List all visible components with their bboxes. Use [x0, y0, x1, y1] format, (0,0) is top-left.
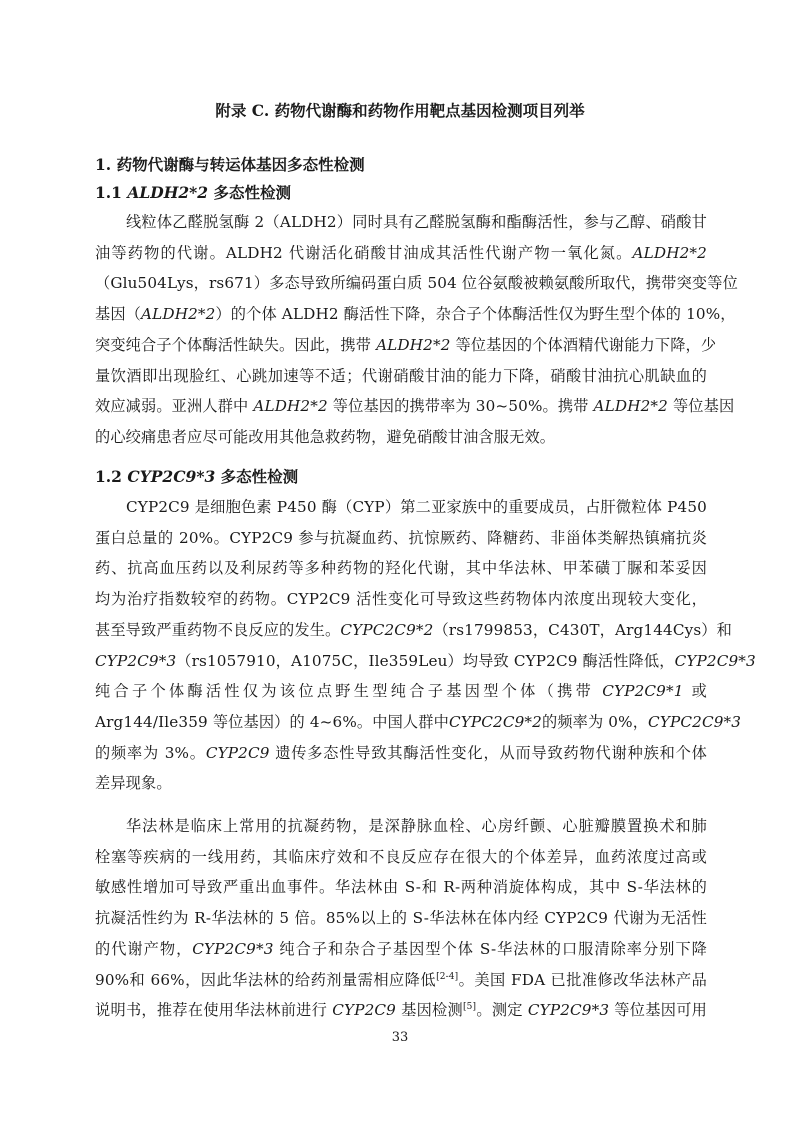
section-1-heading: 1. 药物代谢酶与转运体基因多态性检测 [95, 155, 365, 174]
appendix-title: 附录 C. 药物代谢酶和药物作用靶点基因检测项目列举 [215, 101, 585, 120]
text-line: 的代谢产物，CYP2C9*3 纯合子和杂合子基因型个体 S-华法林的口服清除率分别下降 [95, 939, 707, 958]
heading-suffix: 多态性检测 [220, 467, 299, 486]
paragraph-warfarin [95, 811, 707, 1026]
text-line: 蛋白总量的 20%。CYP2C9 参与抗凝血药、抗惊厥药、降糖药、非甾体类解热镇痛抗炎 [95, 528, 707, 547]
paragraph-cyp2c9 [95, 492, 756, 799]
text-line: 药、抗高血压药以及利尿药等多种药物的羟化代谢，其中华法林、甲苯磺丁脲和苯妥因 [95, 559, 707, 578]
text-line: 油等药物的代谢。ALDH2 代谢活化硝酸甘油成其活性代谢产物一氧化氮。ALDH2*2 [95, 243, 707, 262]
text-line: 的心绞痛患者应尽可能改用其他急救药物，避免硝酸甘油含服无效。 [95, 427, 556, 446]
text-line: 抗凝活性约为 R-华法林的 5 倍。85%以上的 S-华法林在体内经 CYP2C9 代谢为无活性 [95, 909, 707, 928]
text-line: 均为治疗指数较窄的药物。CYP2C9 活性变化可导致这些药物体内浓度出现较大变化， [95, 590, 707, 609]
text-line: 差异现象。 [95, 774, 172, 793]
section-1-1-heading [95, 182, 291, 204]
text-line: 的频率为 3%。CYP2C9 遗传多态性导致其酶活性变化，从而导致药物代谢种族和个体 [95, 743, 708, 762]
text-line: 量饮酒即出现脸红、心跳加速等不适；代谢硝酸甘油的能力下降，硝酸甘油抗心肌缺血的 [95, 366, 707, 385]
text-line: 栓塞等疾病的一线用药，其临床疗效和不良反应存在很大的个体差异，血药浓度过高或 [95, 847, 707, 866]
text-line: 突变纯合子个体酶活性缺失。因此，携带 ALDH2*2 等位基因的个体酒精代谢能力下降，少 [95, 335, 717, 354]
text-line: 敏感性增加可导致严重出血事件。华法林由 S-和 R-两种消旋体构成，其中 S-华法林的 [95, 878, 707, 897]
citation-ref[interactable]: [2-4] [436, 971, 459, 982]
text-line: CYP2C9 是细胞色素 P450 酶（CYP）第二亚家族中的重要成员，占肝微粒体 P450 [126, 498, 707, 516]
text-line: Arg144/Ile359 等位基因）的 4~6%。中国人群中CYPC2C9*2的频率为 0%，CYPC2C9*3 [95, 712, 742, 731]
section-number: 1.1 [95, 183, 122, 202]
section-1-2-heading [95, 466, 298, 488]
text-line: 基因（ALDH2*2）的个体 ALDH2 酶活性下降，杂合子个体酶活性仅为野生型个体的 10%， [95, 305, 736, 324]
text-line: 甚至导致严重药物不良反应的发生。CYPC2C9*2（rs1799853，C430T，Arg144Cys）和 [95, 620, 732, 639]
text-line: CYP2C9*3（rs1057910，A1075C，Ile359Leu）均导致 CYP2C9 酶活性降低，CYP2C9*3 [95, 651, 756, 670]
text-line: 纯合子个体酶活性仅为该位点野生型纯合子基因型个体（携带 CYP2C9*1 或 [95, 682, 708, 701]
text-line: 90%和 66%，因此华法林的给药剂量需相应降低[2-4]。美国 FDA 已批准修改华法林产品 [95, 970, 707, 989]
heading-suffix: 多态性检测 [213, 183, 291, 202]
text-line: 说明书，推荐在使用华法林前进行 CYP2C9 基因检测[5]。测定 CYP2C9*3 等位基因可用 [95, 1001, 708, 1020]
paragraph-aldh2 [95, 207, 738, 453]
gene-name: CYP2C9*3 [127, 467, 216, 486]
section-number: 1.2 [95, 467, 122, 486]
gene-name: ALDH2*2 [127, 183, 209, 202]
text-line: 效应减弱。亚洲人群中 ALDH2*2 等位基因的携带率为 30~50%。携带 ALDH2*2 等位基因 [95, 397, 735, 416]
text-line: 线粒体乙醛脱氢酶 2（ALDH2）同时具有乙醛脱氢酶和酯酶活性，参与乙醇、硝酸甘 [126, 213, 707, 231]
page-number: 33 [391, 1030, 409, 1045]
text-line: 华法林是临床上常用的抗凝药物，是深静脉血栓、心房纤颤、心脏瓣膜置换术和肺 [126, 817, 707, 835]
text-line: （Glu504Lys，rs671）多态导致所编码蛋白质 504 位谷氨酸被赖氨酸所取代，携带突变等位 [95, 274, 738, 293]
citation-ref[interactable]: [5] [463, 1002, 477, 1013]
